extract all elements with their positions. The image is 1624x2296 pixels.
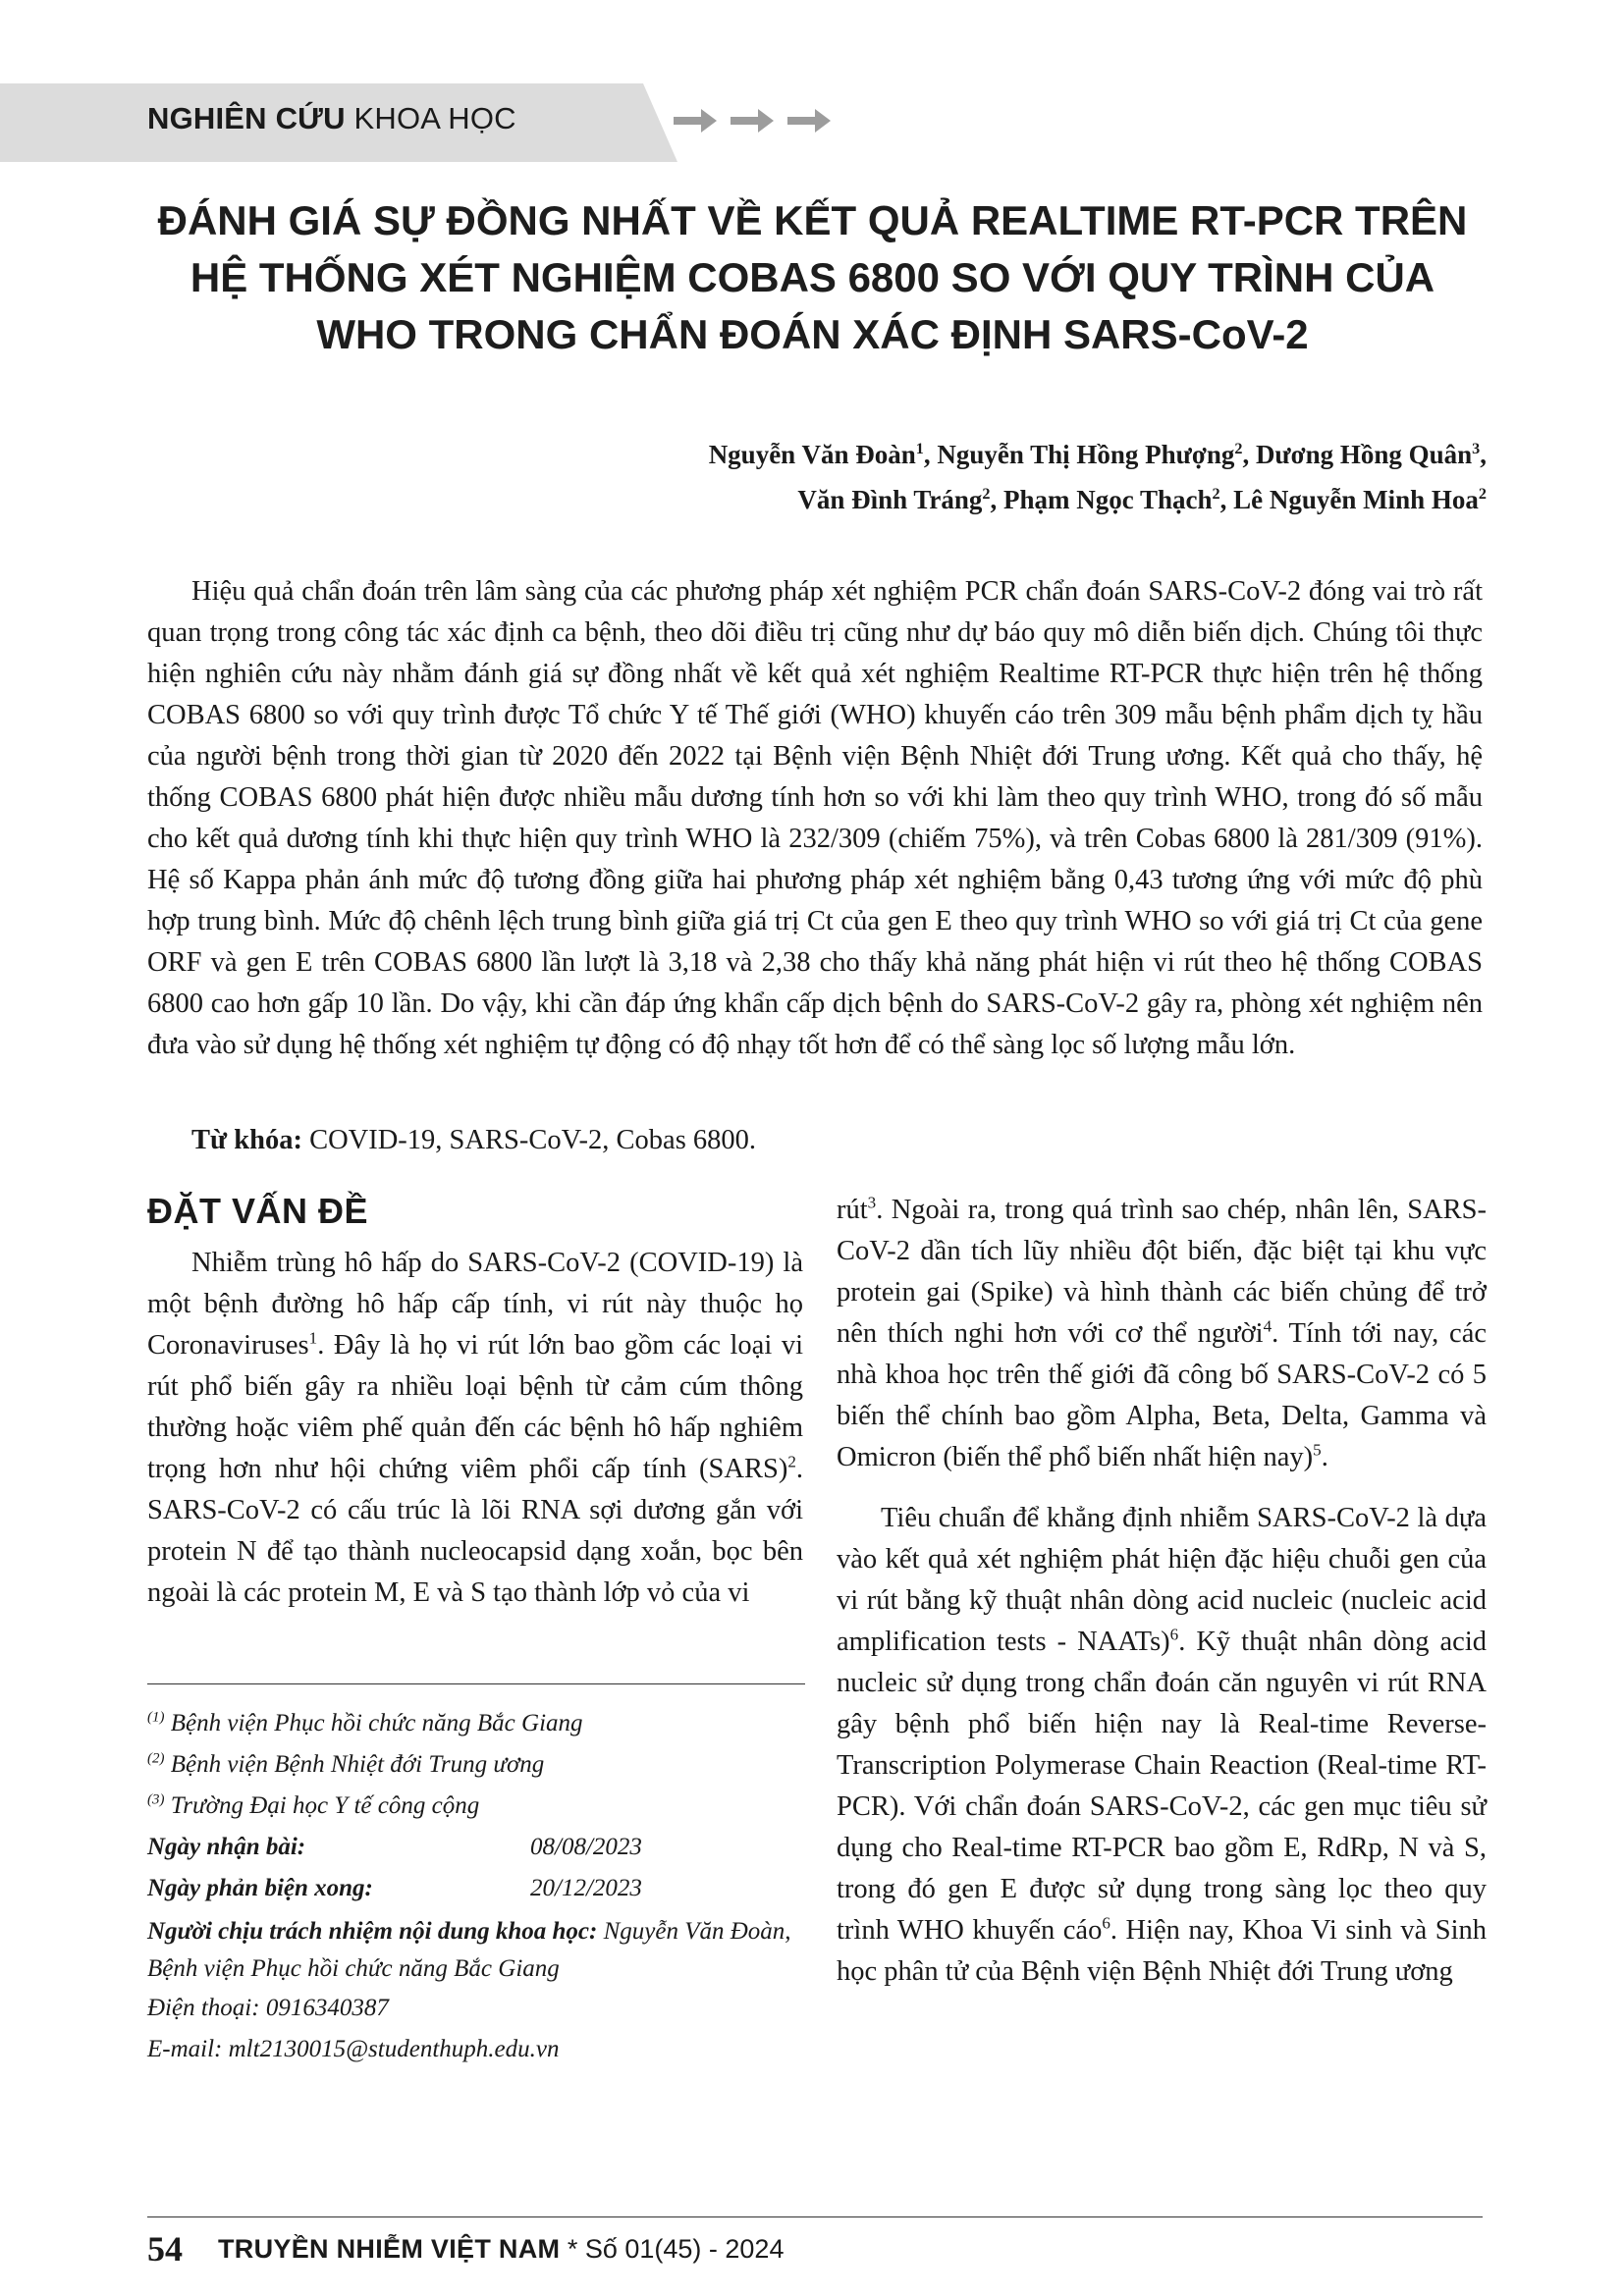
author-line (709, 432, 1487, 477)
citation: 6 (1169, 1625, 1179, 1644)
note-text: Trường Đại học Y tế công cộng (164, 1792, 480, 1819)
keywords (191, 1125, 756, 1156)
text-run: Tiêu chuẩn để khẳng định nhiễm SARS-CoV-2 là dựa vào kết quả xét nghiệm phát hiện đặc hiệu chuỗi gen của vi rút bằng kỹ thuật nhân dòng acid nucleic (nucleic acid amplification tests - NAATs) (837, 1503, 1487, 1657)
arrow-right-icon (787, 109, 831, 133)
separator: * (560, 2234, 585, 2264)
reviewed-label: Ngày phản biện xong: (147, 1875, 373, 1901)
note-marker: (3) (147, 1791, 165, 1808)
affiliation-ref: 2 (1478, 485, 1487, 503)
section-label-regular: KHOA HỌC (345, 101, 516, 135)
affiliation-ref: 2 (1212, 485, 1220, 503)
title-line: ĐÁNH GIÁ SỰ ĐỒNG NHẤT VỀ KẾT QUẢ REALTIME RT-PCR TRÊN (157, 197, 1468, 243)
paragraph (837, 1498, 1487, 1993)
affiliation-ref: 2 (1234, 440, 1243, 457)
received-date: 08/08/2023 (530, 1834, 642, 1860)
journal-name: TRUYỀN NHIỄM VIỆT NAM (218, 2234, 561, 2264)
keywords-label: Từ khóa: (191, 1125, 302, 1155)
affiliation-note (147, 1786, 807, 1827)
right-column (837, 1190, 1487, 1993)
author-separator: , (1480, 440, 1487, 469)
author: , Nguyễn Thị Hồng Phượng (923, 440, 1235, 469)
text-run: . (1321, 1442, 1328, 1472)
responsible-author (147, 1913, 807, 1988)
responsible-label: Người chịu trách nhiệm nội dung khoa học: (147, 1918, 598, 1945)
responsible-value: Nguyễn Văn Đoàn, Bệnh viện Phục hồi chức năng Bắc Giang (147, 1918, 791, 1982)
note-text: Bệnh viện Bệnh Nhiệt đới Trung ương (164, 1751, 545, 1778)
citation: 1 (308, 1328, 318, 1348)
reviewed-date-row (147, 1868, 807, 1909)
keywords-value: COVID-19, SARS-CoV-2, Cobas 6800. (301, 1125, 757, 1155)
author: Văn Đình Tráng (797, 485, 983, 514)
author: , Phạm Ngọc Thạch (990, 485, 1213, 514)
author-line (709, 477, 1487, 522)
abstract: Hiệu quả chẩn đoán trên lâm sàng của các phương pháp xét nghiệm PCR chẩn đoán SARS-CoV-2 đóng vai trò rất quan trọng trong công tác xác định ca bệnh, theo dõi điều trị cũng như dự báo quy mô diễn biến dịch. Chúng tôi thực hiện nghiên cứu này nhằm đánh giá sự đồng nhất về kết quả xét nghiệm Realtime RT-PCR thực hiện trên hệ thống COBAS 6800 so với quy trình được Tổ chức Y tế Thế giới (WHO) khuyến cáo trên 309 mẫu bệnh phẩm dịch tỵ hầu của người bệnh trong thời gian từ 2020 đến 2022 tại Bệnh viện Bệnh Nhiệt đới Trung ương. Kết quả cho thấy, hệ thống COBAS 6800 phát hiện được nhiều mẫu dương tính hơn so với khi làm theo quy trình WHO, trong đó số mẫu cho kết quả dương tính khi thực hiện quy trình WHO là 232/309 (chiếm 75%), và trên Cobas 6800 là 281/309 (91%). Hệ số Kappa phản ánh mức độ tương đồng giữa hai phương pháp xét nghiệm bằng 0,43 tương ứng với mức độ phù hợp trung bình. Mức độ chênh lệch trung bình giữa giá trị Ct của gen E theo quy trình WHO so với giá trị Ct của gene ORF và gen E trên COBAS 6800 lần lượt là 3,18 và 2,38 cho thấy khả năng phát hiện vi rút theo hệ thống COBAS 6800 cao hơn gấp 10 lần. Do vậy, khi cần đáp ứng khẩn cấp dịch bệnh do SARS-CoV-2 gây ra, phòng xét nghiệm nên đưa vào sử dụng hệ thống xét nghiệm tự động có độ nhạy tốt hơn để có thể sàng lọc số lượng mẫu lớn. (147, 576, 1483, 1060)
text-run: . Tính tới nay, các nhà khoa học trên thế giới đã công bố SARS-CoV-2 có 5 biến thể chính bao gồm Alpha, Beta, Delta, Gamma và Omicron (biến thể phổ biến nhất hiện nay) (837, 1318, 1488, 1472)
section-label (147, 101, 516, 136)
affiliation-ref: 2 (982, 485, 991, 503)
article-title (128, 192, 1497, 363)
citation: 3 (867, 1193, 877, 1212)
footnote-divider (147, 1683, 805, 1684)
note-marker: (1) (147, 1709, 165, 1726)
text-run: . Ngoài ra, trong quá trình sao chép, nhân lên, SARS-CoV-2 dần tích lũy nhiều đột biến, đặc biệt tại khu vực protein gai (Spike) và hình thành các biến chủng để trở nên thích nghi hơn với cơ thể người (837, 1195, 1487, 1349)
author-list (709, 432, 1487, 522)
citation: 2 (787, 1452, 796, 1471)
author: , Lê Nguyễn Minh Hoa (1219, 485, 1479, 514)
section-label-bold: NGHIÊN CỨU (147, 101, 346, 135)
affiliation-ref: 3 (1472, 440, 1481, 457)
affiliation-note (147, 1703, 807, 1744)
text-run: . SARS-CoV-2 có cấu trúc là lõi RNA sợi dương gắn với protein N để tạo thành nucleocapsid dạng xoắn, bọc bên ngoài là các protein M, E và S tạo thành lớp vỏ của vi (147, 1454, 803, 1608)
reviewed-date: 20/12/2023 (530, 1875, 642, 1901)
title-line: WHO TRONG CHẨN ĐOÁN XÁC ĐỊNH SARS-CoV-2 (316, 311, 1309, 357)
text-run: Nhiễm trùng hô hấp do SARS-CoV-2 (COVID-19) là một bệnh đường hô hấp cấp tính, vi rút này thuộc họ Coronaviruses (147, 1248, 803, 1361)
arrow-right-icon (731, 109, 774, 133)
journal-info (218, 2234, 784, 2265)
text-run: rút (837, 1195, 868, 1225)
text-run: . Đây là họ vi rút lớn bao gồm các loại vi rút phổ biến gây ra nhiều loại bệnh từ cảm cúm thông thường hoặc viêm phế quản đến các bệnh hô hấp nghiêm trọng hơn như hội chứng viêm phổi cấp tính (SARS) (147, 1330, 803, 1484)
page-number: 54 (147, 2229, 183, 2269)
title-line: HỆ THỐNG XÉT NGHIỆM COBAS 6800 SO VỚI QUY TRÌNH CỦA (189, 254, 1435, 300)
citation: 4 (1263, 1316, 1272, 1336)
citation: 6 (1102, 1913, 1110, 1933)
arrow-right-icon (674, 109, 717, 133)
author: , Dương Hồng Quân (1242, 440, 1473, 469)
arrow-decoration (674, 104, 840, 137)
left-column (147, 1188, 803, 1614)
paragraph (837, 1190, 1487, 1478)
affiliation-note (147, 1744, 807, 1786)
note-marker: (2) (147, 1750, 165, 1767)
author: Nguyễn Văn Đoàn (708, 440, 916, 469)
section-heading: ĐẶT VẤN ĐỀ (147, 1191, 369, 1231)
footer-divider (147, 2216, 1483, 2217)
paragraph (147, 1243, 803, 1614)
phone: Điện thoại: 0916340387 (147, 1995, 389, 2021)
note-text: Bệnh viện Phục hồi chức năng Bắc Giang (164, 1710, 583, 1736)
footnotes (147, 1703, 807, 2070)
text-run: . Kỹ thuật nhân dòng acid nucleic sử dụng trong chẩn đoán căn nguyên vi rút RNA gây bệnh phổ biến hiện nay là Real-time Reverse-Transcription Polymerase Chain Reaction (Real-time RT-PCR). Với chẩn đoán SARS-CoV-2, các gen mục tiêu sử dụng cho Real-time RT-PCR bao gồm E, RdRp, N và S, trong đó gen E được sử dụng trong sàng lọc theo quy trình WHO khuyến cáo (837, 1627, 1487, 1946)
email: E-mail: mlt2130015@studenthuph.edu.vn (147, 2036, 560, 2062)
received-date-row (147, 1827, 807, 1868)
issue-number: Số 01(45) - 2024 (584, 2234, 785, 2264)
text-run: . Hiện nay, Khoa Vi sinh và Sinh học phân tử của Bệnh viện Bệnh Nhiệt đới Trung ương (837, 1915, 1487, 1987)
received-label: Ngày nhận bài: (147, 1834, 306, 1860)
affiliation-ref: 1 (915, 440, 924, 457)
citation: 5 (1313, 1440, 1322, 1460)
